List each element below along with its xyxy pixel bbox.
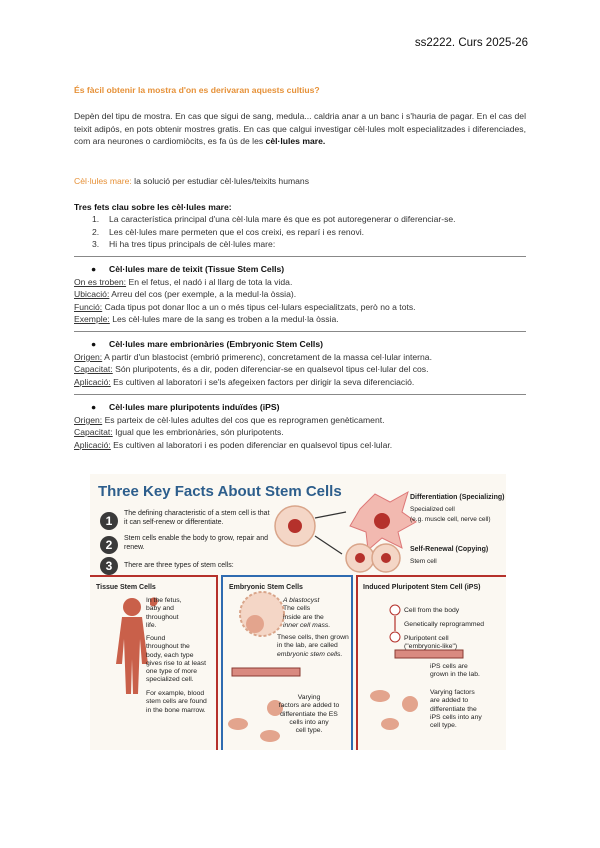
text-line: factors are added to (278, 702, 340, 710)
course-header: ss2222. Curs 2025-26 (414, 37, 528, 49)
ips-text-4 (430, 663, 480, 680)
divider (74, 394, 526, 395)
text-line: iPS cells into any (430, 713, 482, 721)
line-text: Igual que les embrionàries, són pluripotents. (112, 427, 284, 437)
list-number: 2. (92, 226, 100, 237)
text-line: baby and (146, 605, 174, 613)
section-line (74, 314, 534, 324)
list-text: Les cèl·lules mare permeten que el cos creixi, es reparí i es renovi. (109, 226, 365, 237)
arrow-diff (315, 512, 346, 518)
line-label: Origen: (74, 352, 103, 362)
text-line: are added to (430, 697, 469, 705)
line-text: Les cèl·lules mare de la sang es troben a la medul·la òssia. (109, 314, 339, 324)
stem-cell-infographic (90, 474, 506, 750)
answer-text: Depèn del tipu de mostra. En cas que sigui de sang, medula... caldria anar a un banc i s'hauria de pagar. En el cas del teixit adipós, en pots obtenir mostres gratis. En cas que calgui investigar cèl·lules molt especialitzades i diferenciades, com ara neurones o cardiomiòcits, es fa ús de les (74, 111, 526, 147)
text-line: cell type. (430, 722, 457, 730)
list-number: 3. (92, 239, 100, 250)
line-label: Ubicació: (74, 289, 110, 299)
section-title-embryonic (91, 339, 323, 349)
text-line: throughout (146, 613, 179, 621)
differentiation-sub: Specialized cell (410, 506, 455, 513)
text-line: gives rise to at least (146, 659, 207, 667)
stem-cell-rest: la solució per estudiar cèl·lules/teixits humans (131, 176, 310, 186)
list-text: La característica principal d'una cèl·lula mare és que es pot autoregenerar o diferenciar-se. (109, 214, 456, 224)
text-line: throughout the (146, 643, 190, 651)
text-line: inner cell mass. (283, 621, 331, 629)
text-line: Found (146, 635, 166, 642)
line-text: Són pluripotents, és a dir, poden diferenciar-se en qualsevol tipus cel·lular del cos. (112, 364, 429, 374)
embryonic-stem-cells-box (221, 575, 353, 750)
embryonic-text-1 (283, 597, 330, 630)
text-line: in the bone marrow. (146, 706, 206, 714)
text-line: Pluripotent cell (404, 635, 449, 642)
text-line: Cell from the body (404, 607, 460, 614)
text-line: body, each type (146, 651, 194, 659)
stem-cell-line (74, 175, 526, 188)
step-number: 2 (100, 536, 118, 554)
text-line: Varying factors (430, 689, 475, 696)
box-title: Tissue Stem Cells (96, 584, 156, 591)
section-line (74, 302, 534, 312)
arrow-renew (315, 536, 342, 554)
line-label: Origen: (74, 415, 103, 425)
text-line: For example, blood (146, 690, 205, 697)
line-text: Es parteix de cèl·lules adultes del cos que es reprogramen genèticament. (102, 415, 385, 425)
divider (74, 256, 526, 257)
text-line: in the lab, are called (277, 642, 338, 650)
line-label: Exemple: (74, 314, 110, 324)
text-line: iPS cells are (430, 663, 468, 670)
stem-cell-bottom-icon (346, 544, 400, 572)
list-item (92, 238, 522, 251)
facts-heading: Tres fets clau sobre les cèl·lules mare: (74, 202, 232, 212)
text-line: These cells, then grown (277, 634, 349, 641)
section-title-ips (91, 402, 279, 412)
section-line (74, 440, 534, 450)
line-text: A partir d'un blastocist (embrió primerenc), concretament de la massa cel·lular interna. (102, 352, 432, 362)
section-line (74, 289, 534, 299)
infographic-title: Three Key Facts About Stem Cells (98, 483, 342, 500)
list-item (92, 226, 522, 239)
text-line: A blastocyst (283, 597, 320, 604)
text-line: differentiate the (430, 705, 477, 713)
embryonic-text-3 (269, 694, 349, 735)
text-line: cell type. (295, 727, 323, 735)
line-text: Es cultiven al laboratori i se'ls afegeixen factors per dirigir la seva diferenciació. (110, 377, 415, 387)
section-title-text: Cèl·lules mare pluripotents induïdes (iPS) (109, 402, 280, 412)
line-label: Funció: (74, 302, 103, 312)
facts-list (92, 213, 522, 251)
text-line: inside are the (283, 613, 324, 621)
text-line: The cells (283, 605, 311, 613)
text-line: Varying (297, 694, 321, 701)
answer-paragraph (74, 110, 526, 148)
divider (74, 331, 526, 332)
step-number: 1 (100, 512, 118, 530)
tissue-text-1 (146, 597, 182, 630)
section-line (74, 377, 534, 387)
answer-bold: cèl·lules mare. (265, 136, 326, 147)
section-line (74, 427, 534, 437)
tissue-stem-cells-box (90, 575, 218, 750)
section-line (74, 277, 534, 287)
stem-cell-top-icon (275, 506, 315, 546)
section-line (74, 364, 534, 374)
text-line: life. (146, 621, 157, 629)
specialized-cell-icon (350, 492, 416, 550)
question-heading: És fàcil obtenir la mostra d'on es derivaran aquests cultius? (74, 85, 320, 95)
tissue-text-3 (146, 690, 207, 715)
text-line: one type of more (146, 668, 198, 676)
text-line: embryonic stem cells. (277, 650, 343, 658)
box-title: Induced Pluripotent Stem Cell (iPS) (363, 584, 481, 591)
text-line: specialized cell. (146, 676, 194, 684)
text-line: grown in the lab. (430, 671, 480, 679)
text-line: stem cells are found (146, 698, 207, 706)
line-label: Capacitat: (74, 364, 113, 374)
bullet: ● (91, 264, 97, 274)
text-line: cells into any (289, 718, 329, 726)
text-line: Genetically reprogrammed (404, 621, 485, 628)
list-item (92, 213, 522, 226)
line-text: Es cultiven al laboratori i es poden diferenciar en qualsevol tipus cel·lular. (110, 440, 393, 450)
embryonic-text-2 (277, 634, 349, 659)
text-line: differentiate the ES (280, 710, 338, 718)
renewal-title: Self-Renewal (Copying) (410, 546, 489, 553)
differentiation-sub2: (e.g. muscle cell, nerve cell) (410, 516, 491, 523)
ips-stem-cells-box (356, 575, 506, 750)
bullet: ● (91, 402, 97, 412)
line-label: On es troben: (74, 277, 127, 287)
line-label: Capacitat: (74, 427, 113, 437)
text-line: In the fetus, (146, 597, 182, 604)
step-text: There are three types of stem cells: (124, 562, 234, 569)
box-title: Embryonic Stem Cells (229, 584, 303, 591)
step-text: Stem cells enable the body to grow, repair and renew. (124, 535, 268, 551)
section-line (74, 352, 534, 362)
text-line: ("embryonic-like") (404, 643, 458, 651)
bullet: ● (91, 339, 97, 349)
line-label: Aplicació: (74, 440, 111, 450)
ips-text-5 (430, 689, 482, 730)
section-line (74, 415, 534, 425)
line-text: Cada tipus pot donar lloc a un o més tipus cel·lulars especialitzats, però no a tots. (102, 302, 416, 312)
step-number: 3 (100, 557, 118, 575)
list-text: Hi ha tres tipus principals de cèl·lules mare: (109, 239, 276, 250)
list-number: 1. (92, 214, 100, 224)
line-label: Aplicació: (74, 377, 111, 387)
section-title-tissue (91, 264, 284, 274)
line-text: En el fetus, el nadó i al llarg de tota la vida. (126, 277, 293, 287)
section-title-text: Cèl·lules mare de teixit (Tissue Stem Cells) (109, 264, 285, 274)
section-title-text: Cèl·lules mare embrionàries (Embryonic Stem Cells) (109, 339, 323, 349)
stem-cell-highlight: Cèl·lules mare: (74, 176, 132, 186)
line-text: Arreu del cos (per exemple, a la medul·la òssia). (109, 289, 297, 299)
renewal-sub: Stem cell (410, 558, 437, 565)
ips-text-3 (404, 635, 457, 652)
differentiation-title: Differentiation (Specializing) (410, 494, 505, 501)
tissue-text-2 (146, 635, 206, 685)
step-text: The defining characteristic of a stem cell is that it can self-renew or differentiate. (124, 510, 270, 526)
